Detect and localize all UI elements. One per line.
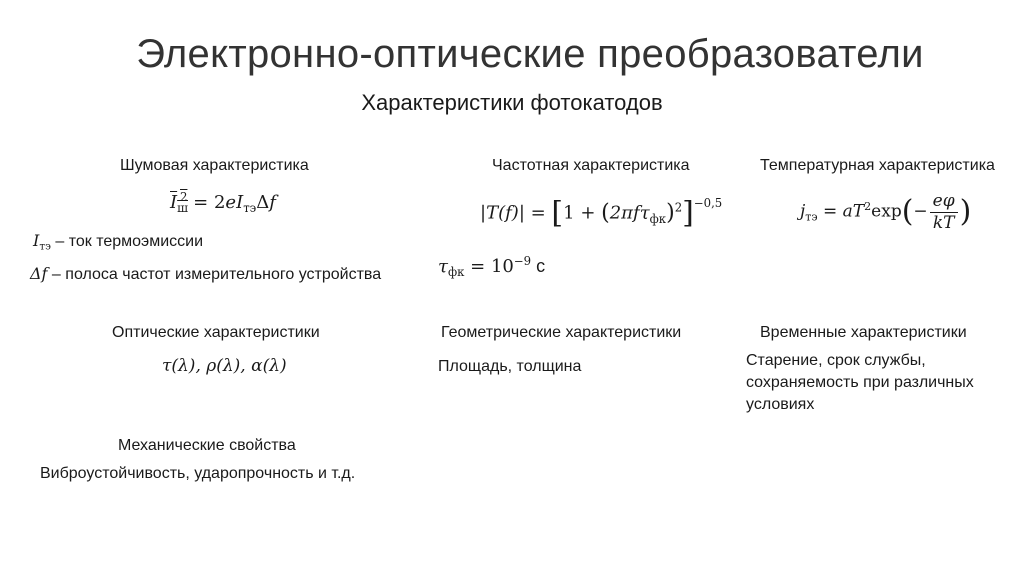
time-heading: Временные характеристики	[760, 324, 967, 341]
noise-heading: Шумовая характеристика	[120, 157, 309, 174]
noise-line-1: $I_{тэ}$ – ток термоэмиссии	[33, 231, 204, 253]
page-title: Электронно-оптические преобразователи	[136, 32, 924, 76]
geometric-heading: Геометрические характеристики	[441, 324, 682, 341]
temperature-formula: $j_{тэ} = aT^2\exp(-$ $\frac{e\varphi}{kT}$ )	[800, 191, 972, 233]
temperature-heading: Температурная характеристика	[760, 157, 995, 174]
mechanical-heading: Механические свойства	[118, 437, 296, 454]
frequency-formula: $|T(f)| = [1 + (2\pi f\tau_{фк})^2]^{-0,5}$	[480, 195, 723, 231]
optical-formula: τ(λ), ρ(λ), α(λ)	[162, 356, 287, 376]
mechanical-text: Виброустойчивость, ударопрочность и т.д.	[40, 465, 356, 482]
frequency-heading: Частотная характеристика	[492, 157, 690, 174]
geometric-text: Площадь, толщина	[438, 358, 582, 375]
page-subtitle: Характеристики фотокатодов	[361, 90, 663, 115]
optical-heading: Оптические характеристики	[112, 324, 320, 341]
noise-line-2: Δf – полоса частот измерительного устройства	[30, 264, 382, 283]
noise-formula: $I_ш^2 = 2eI_{тэ}\Delta f$	[170, 190, 276, 216]
tau-value-line: $\tau_{фк} = 10^{-9}$ с	[438, 254, 546, 280]
time-text: Старение, срок службы, сохраняемость при различных условиях	[746, 352, 974, 413]
